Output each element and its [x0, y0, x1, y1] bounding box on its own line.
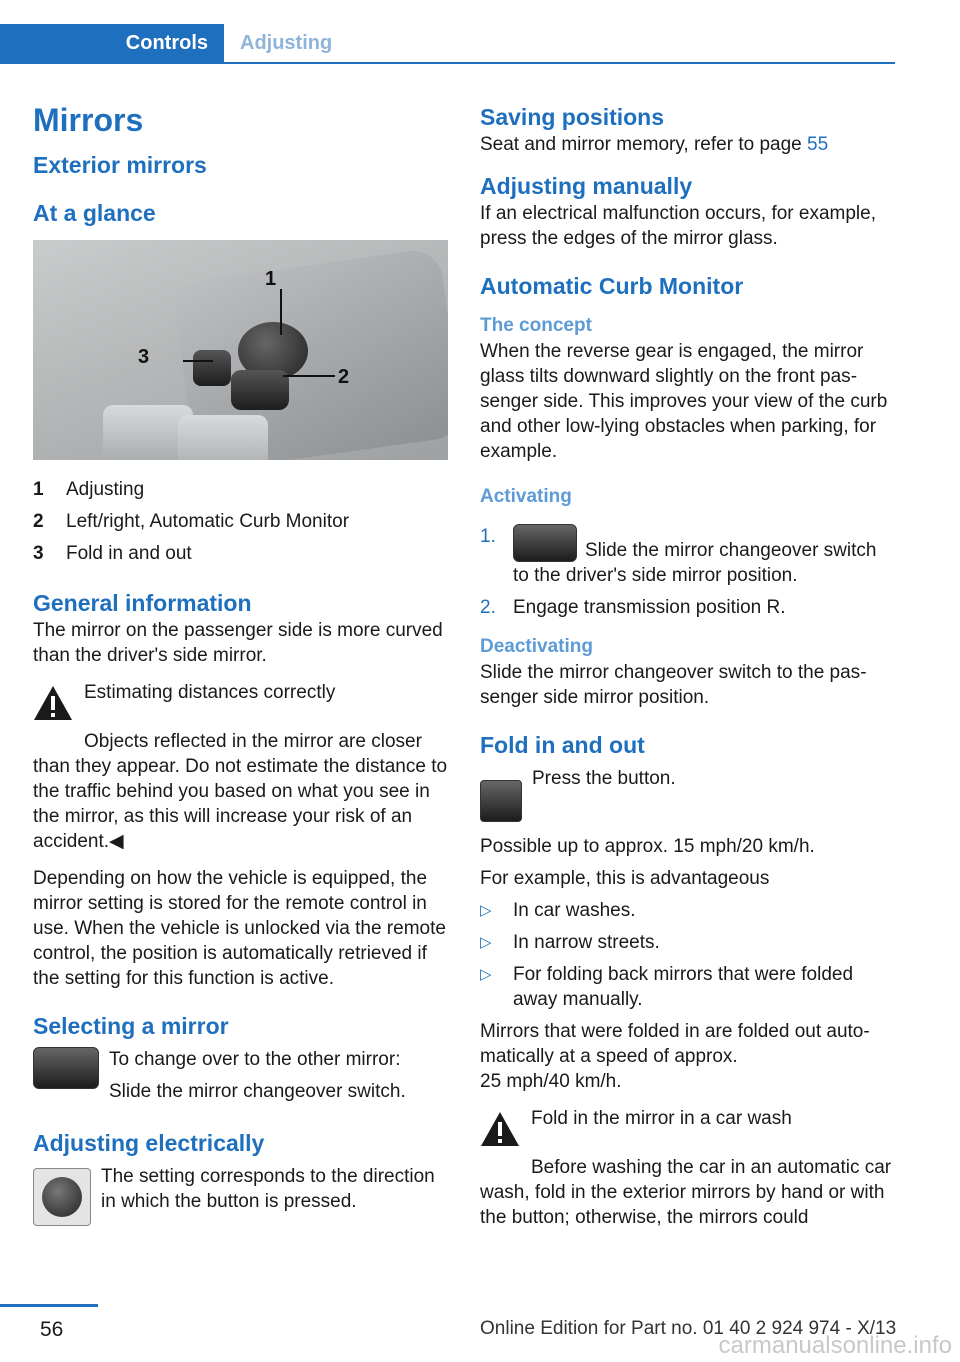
advantage-bullets [480, 898, 896, 1012]
bullet-icon: ▷ [480, 934, 492, 951]
left-column [33, 100, 448, 1226]
warning2-text: Before washing the car in an automatic car wash, fold in the exterior mirrors by hand or with the button; otherwise, the mirrors could [480, 1157, 892, 1228]
callout-1: 1 [265, 268, 277, 290]
tab-controls-label: Controls [125, 31, 208, 54]
concept-text: When the reverse gear is engaged, the mirror glass tilts downward slightly on the front passenger side. This improves your view of the curb and other low-lying obstacles when parking, for example. [480, 341, 888, 462]
legend-text: Fold in and out [66, 543, 192, 564]
tab-controls[interactable] [0, 24, 224, 62]
list-item [480, 524, 896, 588]
warning-triangle-icon [33, 684, 73, 722]
adjusting-manually-text: If an electrical malfunction occurs, for example, press the edges of the mirror glass. [480, 203, 877, 249]
selecting-line-1: To change over to the other mirror: [109, 1049, 401, 1070]
selecting-line-2: Slide the mirror changeover switch. [109, 1081, 406, 1102]
fold-block [480, 766, 896, 822]
legend-number: 3 [33, 543, 44, 564]
deactivating-heading: Deactivating [480, 636, 593, 657]
tab-adjusting-label: Adjusting [240, 31, 333, 54]
bullet-icon: ▷ [480, 902, 492, 919]
saving-positions-text [480, 132, 896, 157]
callout-3: 3 [138, 346, 150, 368]
adjusting-electrically-block [33, 1164, 448, 1226]
step-text: Slide the mirror changeover switch to the driver's side mirror position. [513, 540, 877, 586]
legend-text: Adjusting [66, 479, 145, 500]
legend-item [33, 538, 448, 570]
warning-title: Estimating distances correctly [84, 682, 336, 703]
mirror-adjust-button-icon [33, 1168, 91, 1226]
saving-positions-heading: Saving positions [480, 104, 665, 130]
fold-button-shape [193, 350, 231, 386]
fold-speed-text: Possible up to approx. 15 mph/20 km/h. [480, 836, 815, 857]
bullet-text: In car washes. [513, 900, 636, 921]
callout-line-1 [280, 289, 282, 335]
edition-text: Online Edition for Part no. 01 40 2 924 974 - X/13 [480, 1318, 897, 1339]
warning-distances [33, 680, 448, 722]
legend-item [33, 474, 448, 506]
saving-text: Seat and mirror memory, refer to page [480, 134, 807, 155]
at-a-glance-heading: At a glance [33, 200, 156, 226]
concept-heading: The concept [480, 315, 592, 336]
callout-2: 2 [338, 366, 350, 388]
general-information-heading: General information [33, 590, 252, 616]
fold-in-out-heading: Fold in and out [480, 732, 645, 758]
exterior-mirrors-heading: Exterior mirrors [33, 152, 207, 178]
adjusting-electrically-text: The setting corresponds to the direction in which the button is pressed. [101, 1166, 435, 1212]
list-item [480, 898, 896, 923]
legend-number: 1 [33, 479, 44, 500]
callout-line-2 [283, 375, 335, 377]
mirror-controls-photo [33, 240, 448, 460]
list-item [480, 595, 896, 620]
changeover-switch-shape [231, 370, 289, 410]
warning-car-wash [480, 1106, 896, 1148]
footer-rule [0, 1304, 98, 1307]
bullet-icon: ▷ [480, 966, 492, 983]
callout-line-3 [183, 360, 213, 362]
deactivating-text: Slide the mirror changeover switch to the passenger side mirror position. [480, 662, 867, 708]
mirror-switch-icon [513, 524, 577, 562]
bullet-text: For folding back mirrors that were folded away manually. [513, 964, 854, 1010]
bullet-text: In narrow streets. [513, 932, 660, 953]
right-column [480, 100, 896, 1230]
watermark: carmanualsonline.info [718, 1332, 952, 1359]
selecting-mirror-block [33, 1047, 448, 1104]
activating-heading: Activating [480, 486, 572, 507]
page-title: Mirrors [33, 102, 144, 138]
fold-press-text: Press the button. [532, 768, 676, 789]
fold-auto-text: Mirrors that were folded in are folded out automatically at a speed of approx. [480, 1021, 870, 1067]
step-text-wrap [513, 524, 896, 588]
fold-advantage-text: For example, this is advantageous [480, 868, 770, 889]
selecting-mirror-heading: Selecting a mirror [33, 1013, 229, 1039]
warning2-title: Fold in the mirror in a car wash [531, 1108, 792, 1129]
list-item [480, 962, 896, 1012]
memory-setting-text: Depending on how the vehicle is equipped, the mirror setting is stored for the remote control in use. When the vehicle is unlocked via the remote control, the position is automatically retrieved if the setting for this function is active. [33, 868, 446, 989]
header-tabbar [0, 24, 895, 64]
warning-text: Objects reflected in the mirror are closer than they appear. Do not estimate the distance to the traffic behind you based on what you see in the mirror, as this will increase your risk of an accident.◀ [33, 731, 448, 852]
window-switch-shape [178, 415, 268, 460]
fold-auto-speed: 25 mph/40 km/h. [480, 1071, 622, 1092]
list-item [480, 930, 896, 955]
general-information-text: The mirror on the passenger side is more curved than the driver's side mirror. [33, 620, 443, 666]
legend-text: Left/right, Automatic Curb Monitor [66, 511, 350, 532]
warning-triangle-icon [480, 1110, 520, 1148]
fold-button-icon [480, 780, 522, 822]
tab-adjusting[interactable] [240, 24, 332, 62]
adjusting-manually-heading: Adjusting manually [480, 173, 693, 199]
mirror-switch-icon [33, 1047, 99, 1089]
page-link-55[interactable]: 55 [807, 134, 829, 155]
activating-steps [480, 524, 896, 620]
step-number: 1. [480, 526, 496, 547]
step-number: 2. [480, 597, 496, 618]
adjusting-electrically-heading: Adjusting electrically [33, 1130, 265, 1156]
legend-number: 2 [33, 511, 44, 532]
curb-monitor-heading: Automatic Curb Monitor [480, 273, 744, 299]
legend-item [33, 506, 448, 538]
page-number: 56 [40, 1318, 64, 1341]
step-text: Engage transmission position R. [513, 597, 786, 618]
legend-list [33, 474, 448, 570]
